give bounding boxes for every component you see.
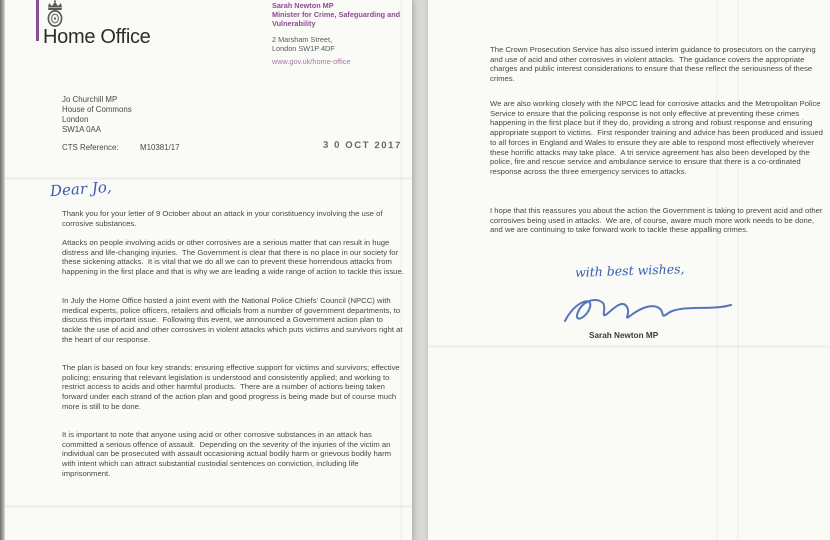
signature-scribble <box>561 291 741 335</box>
sender-name: Sarah Newton MP <box>272 1 334 10</box>
salutation-handwritten: Dear Jo, <box>49 177 113 201</box>
letter-paragraph: Thank you for your letter of 9 October about an attack in your constituency involving the use of corrosive substances. <box>62 209 385 228</box>
letter-paragraph: It is important to note that anyone using acid or other corrosive substances in an attack has committed a serious offence of assault. Depending on the severity of the injuries of the victim an individual can be prosecuted with assault occasioning actual bodily harm or grievous bodily harm with intent which can attract substantial custodial sentences on conviction, including life imprisonment. <box>62 430 394 478</box>
letter-paragraph: The Crown Prosecution Service has also issued interim guidance to prosecutors on the carrying and use of acid and other corrosives in violent attacks. The guidance covers the appropriate charges and public interest considerations to ensure that these reflect the seriousness of these crimes. <box>490 45 818 84</box>
reference-value: M10381/17 <box>140 143 180 152</box>
valediction-handwritten: with best wishes, <box>574 261 685 280</box>
scan-fold-artifact <box>400 0 402 540</box>
sender-title: Minister for Crime, Safeguarding and Vulnerability <box>272 10 401 28</box>
reference-label: CTS Reference: <box>62 143 119 152</box>
signatory-name: Sarah Newton MP <box>589 331 659 340</box>
recipient-line: London <box>62 115 89 124</box>
letter-paragraph: We are also working closely with the NPCC lead for corrosive attacks and the Metropolitan Police Service to ensure that the policing response is not only effective at preventing these crimes happening in the first place but if they do, providing a strong and robust response and ensuring appropriate support to victims. First responder training and advice has been produced and issued to all forces in England and Wales to ensure they are able to respond most effectively wherever these horrific attacks may take place. A tri service agreement has also been developed by the police, fire and rescue service and ambulance service to ensure that there is a co-ordinated response across the three emergency services to attacks. <box>490 99 826 176</box>
letter-page-2 <box>428 0 830 540</box>
scan-edge-shadow <box>0 0 4 540</box>
home-office-logotype: Home Office <box>43 26 151 48</box>
sender-address-line-1: 2 Marsham Street, <box>272 35 333 44</box>
recipient-line: Jo Churchill MP <box>62 95 118 104</box>
scan-fold-artifact <box>5 505 412 508</box>
recipient-line: SW1A 0AA <box>62 125 102 134</box>
date-stamp: 3 0 OCT 2017 <box>322 139 402 152</box>
sender-address-line-2: London SW1P 4DF <box>272 44 335 53</box>
sender-website: www.gov.uk/home-office <box>272 57 351 66</box>
scan-fold-artifact <box>716 0 718 540</box>
letter-paragraph: I hope that this reassures you about the action the Government is taking to prevent acid and other corrosives being used in attacks. We are, of course, aware much more work needs to be done, and we are continuing to take forward work to tackle these appalling crimes. <box>490 206 825 235</box>
letter-page-1 <box>5 0 413 540</box>
letter-paragraph: The plan is based on four key strands: ensuring effective support for victims and survivors; effective policing; ensuring that relevant legislation is understood and consistently applied; and working to restrict access to acids and other harmful products. There are a number of actions being taken forward under each strand of the action plan and good progress is being made but of course much more is still to be done. <box>62 363 402 411</box>
home-office-brand-bar <box>36 0 39 41</box>
sender-block <box>272 1 414 66</box>
letter-paragraph: In July the Home Office hosted a joint event with the National Police Chiefs' Council (NPCC) with medical experts, police officers, retailers and officials from a number of government departments, to discuss this important issue. Following this event, we announced a Government action plan to tackle the use of acid and other corrosives in violent attacks which puts victims and survivors right at the heart of our response. <box>62 296 405 344</box>
royal-crest-icon <box>45 0 65 28</box>
scan-fold-artifact <box>428 345 830 348</box>
letter-paragraph: Attacks on people involving acids or other corrosives are a serious matter that can result in huge distress and life-changing injuries. The Government is clear that there is no place in our society for these sickening attacks. It is vital that we do all we can to prevent these horrendous attacks from happening in the first place and that is why we are leading a wide range of action to tackle this issue. <box>62 238 404 277</box>
scan-fold-artifact <box>737 0 739 540</box>
recipient-block <box>62 95 132 135</box>
scan-fold-artifact <box>5 177 412 180</box>
recipient-line: House of Commons <box>62 105 132 114</box>
